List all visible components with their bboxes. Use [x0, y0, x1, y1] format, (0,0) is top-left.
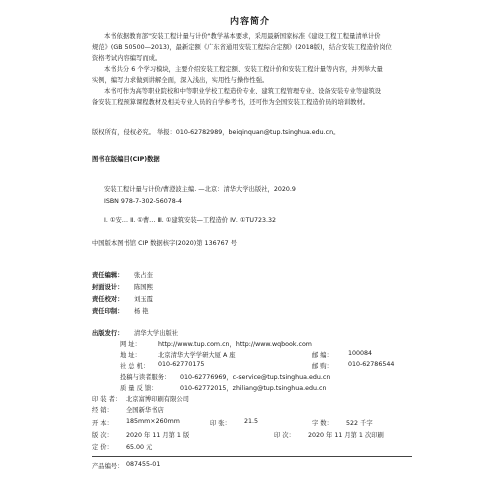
dist-label: 经 销：	[92, 407, 113, 414]
resp-value: 张占奎	[134, 272, 153, 279]
report-line: 版权所有，侵权必究。 举报：010-62782989，beiqinquan@tup.tsinghua.edu.cn。	[92, 129, 340, 136]
code-label: 产品编号：	[92, 463, 124, 470]
service-label: 投稿与读者服务：	[120, 374, 171, 381]
service-value: 010-62776969，c-service@tup.tsinghua.edu.cn	[180, 374, 331, 381]
resp-value: 刘玉霞	[134, 296, 153, 303]
url-label: 网 址：	[120, 341, 141, 348]
publisher-name: 清华大学出版社	[134, 330, 179, 337]
intro-line: 本书共分 6 个学习模块，主要介绍安装工程定额、安装工程计价和安装工程计量等内容，并列举大量	[104, 66, 383, 73]
dist-value: 全国新华书店	[126, 407, 164, 414]
printer-value: 北京富博印刷有限公司	[126, 396, 189, 403]
price-label: 定 价：	[92, 444, 113, 451]
phone-label: 社 总 机：	[120, 363, 150, 370]
size-value: 185mm×260mm	[126, 418, 180, 425]
edition-value: 2020 年 11 月第 1 版	[126, 432, 190, 439]
phone-value: 010-62770175	[158, 361, 205, 368]
resp-label: 责任编辑：	[92, 272, 124, 279]
resp-label: 责任校对：	[92, 296, 124, 303]
intro-text	[92, 31, 412, 108]
cip-number: 中国版本图书馆 CIP 数据核字(2020)第 136767 号	[92, 240, 237, 247]
mail-value: 010-62786544	[348, 361, 395, 368]
zip-value: 100084	[348, 350, 373, 357]
words-value: 522 千字	[346, 420, 373, 427]
sheets-value: 21.5	[244, 418, 259, 425]
cip-isbn: ISBN 978-7-302-56078-4	[104, 198, 183, 205]
publisher-label: 出版发行：	[92, 330, 124, 337]
cip-line: 安装工程计量与计价/曹澄波主编. —北京：清华大学出版社，2020.9	[104, 186, 296, 193]
intro-line: 备安装工程预算课程教材及相关专业人员的自学参考书，还可作为全国安装工程造价员的培训教材。	[92, 99, 370, 106]
resp-editor	[92, 270, 153, 279]
intro-line: 本书可作为高等职业院校和中等职业学校工程造价专业、建筑工程管理专业、设备安装专业等建筑设	[104, 88, 382, 95]
print-label: 印 次：	[274, 432, 295, 439]
zip-label: 邮 编：	[312, 352, 333, 359]
resp-print	[92, 306, 149, 315]
page-title: 内容简介	[229, 17, 270, 27]
print-value: 2020 年 11 月第 1 次印刷	[308, 432, 384, 439]
intro-line: 实例，编写力求做到讲解全面，深入浅出，实用性与操作性强。	[92, 77, 269, 84]
resp-value: 陈国熙	[134, 284, 153, 291]
quality-value: 010-62772015，zhiliang@tup.tsinghua.edu.cn	[180, 385, 327, 392]
size-label: 开 本：	[92, 420, 113, 427]
resp-value: 杨 艳	[134, 308, 149, 315]
code-value: 087455-01	[126, 461, 161, 468]
resp-proof	[92, 294, 153, 303]
price-value: 65.00 元	[126, 444, 153, 451]
printer-label: 印 装 者：	[92, 396, 122, 403]
resp-label: 责任印制：	[92, 308, 124, 315]
resp-cover	[92, 282, 153, 291]
resp-label: 封面设计：	[92, 284, 124, 291]
intro-line: 本书依据教育部"安装工程计量与计价"教学基本要求，采用最新国家标准《建设工程工程量清单计价	[104, 33, 381, 40]
intro-line: 资格考试内容编写而成。	[92, 55, 162, 62]
mail-label: 邮 购：	[312, 363, 333, 370]
sheets-label: 印 张：	[210, 420, 231, 427]
addr-label: 地 址：	[120, 352, 141, 359]
edition-label: 版 次：	[92, 432, 113, 439]
cip-classification: Ⅰ. ①安… Ⅱ. ①曹… Ⅲ. ①建筑安装—工程造价 Ⅳ. ①TU723.32	[104, 217, 277, 224]
quality-label: 质 量 反 馈：	[120, 385, 158, 392]
words-label: 字 数：	[312, 420, 333, 427]
intro-line: 规范》(GB 50500—2013)，最新定额《广东省通用安装工程综合定额》(2018版)，结合安装工程造价岗位	[92, 44, 392, 51]
cip-heading: 图书在版编目(CIP)数据	[92, 156, 160, 163]
url-value: http://www.tup.com.cn，http://www.wqbook.com	[158, 341, 312, 348]
addr-value: 北京清华大学学研大厦 A 座	[158, 352, 236, 359]
divider	[92, 456, 412, 457]
